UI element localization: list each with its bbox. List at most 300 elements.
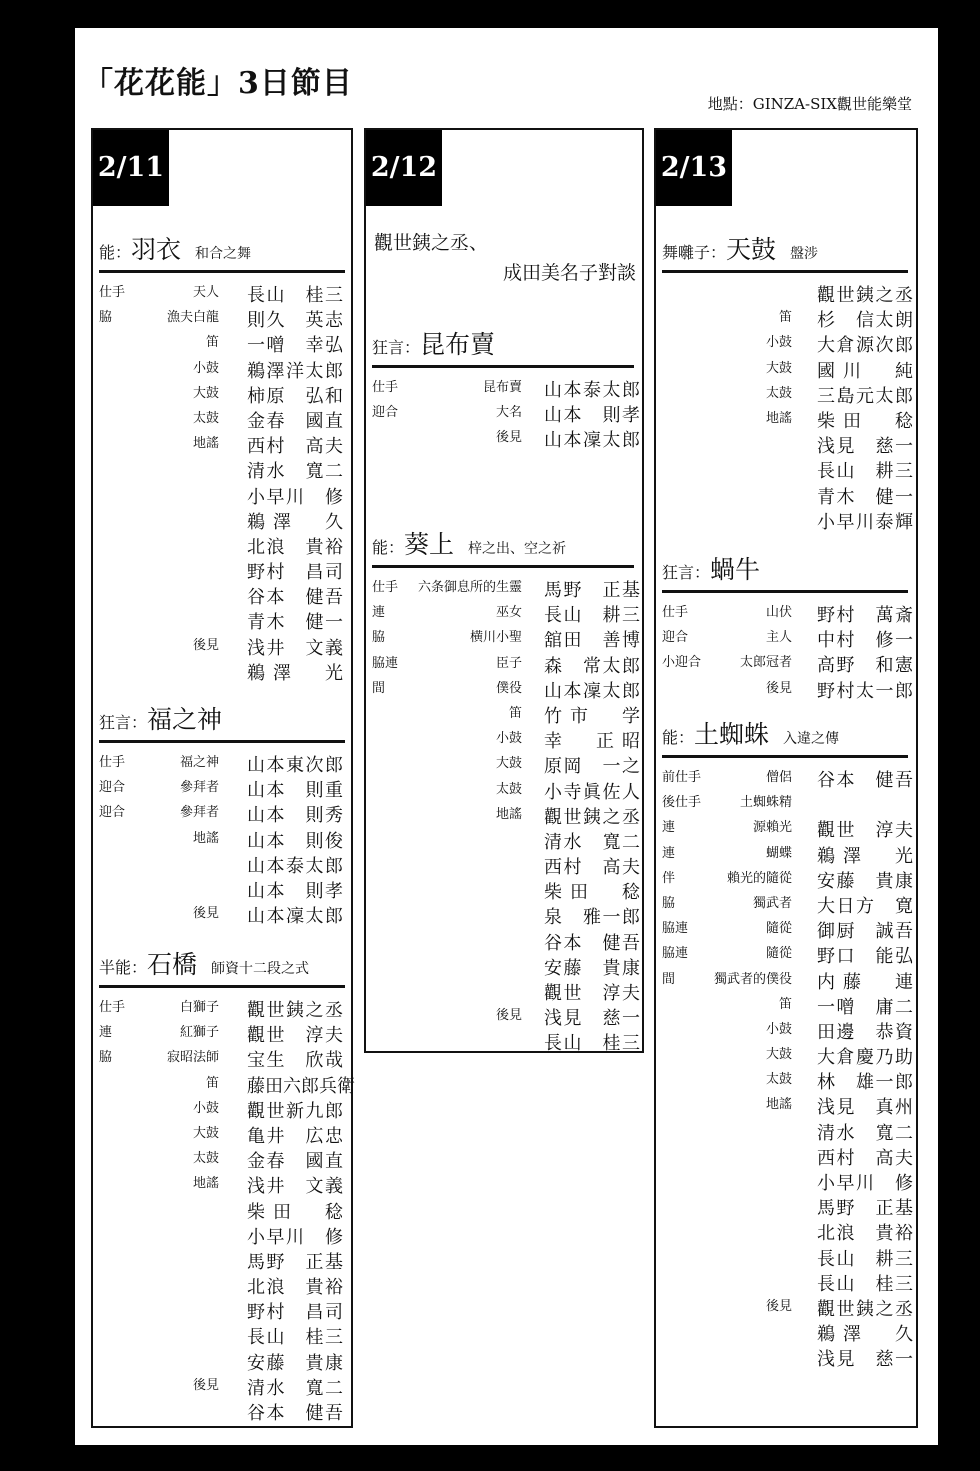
performer-name: 馬野 正基	[247, 1251, 343, 1273]
role-label: 連	[662, 820, 676, 836]
performer-name: 安藤 貴康	[544, 957, 640, 979]
performer-name: 馬野 正基	[544, 580, 640, 601]
performer-name: 北浪 貴裕	[247, 536, 343, 558]
section-title	[372, 525, 634, 568]
cast-row	[99, 902, 345, 927]
program-section	[99, 700, 345, 927]
cast-row	[662, 791, 908, 816]
cast-row	[662, 432, 913, 458]
performer-name: 谷本 健吾	[817, 770, 913, 791]
program-section	[99, 230, 345, 684]
role-label: 迎合	[99, 780, 126, 796]
character-label: 隨從	[765, 946, 792, 962]
character-label: 地謠	[765, 1097, 792, 1113]
cast-row	[372, 702, 640, 727]
performer-name: 野村 萬斎	[817, 605, 913, 626]
program-section	[662, 715, 913, 1371]
character-label: 太鼓	[765, 385, 792, 401]
character-label: 太鼓	[765, 1072, 792, 1088]
cast-row	[662, 1169, 913, 1194]
cast-row	[372, 677, 640, 702]
cast-row	[662, 1144, 913, 1169]
cast-row	[372, 954, 640, 979]
performer-name: 山本 則孝	[544, 405, 640, 427]
cast-row	[372, 576, 640, 601]
cast-row	[372, 401, 640, 427]
cast-row	[662, 766, 913, 791]
cast-row	[662, 306, 913, 332]
genre-label: 能：	[372, 538, 405, 557]
performer-name: 柴田 稔	[247, 1201, 343, 1223]
role-label: 迎合	[662, 630, 689, 646]
play-title: 昆布賣	[420, 330, 496, 359]
cast-row	[662, 917, 913, 943]
cast-row	[662, 968, 913, 993]
program-section	[662, 230, 913, 533]
cast-row	[99, 634, 345, 659]
program-section	[99, 945, 355, 1424]
play-title: 葵上	[404, 530, 455, 559]
performer-name: 小寺眞佐人	[544, 781, 640, 803]
role-label: 連	[662, 845, 676, 861]
performer-name: 内藤 連	[817, 971, 913, 993]
performer-name: 西村 高夫	[247, 436, 343, 458]
play-title: 羽衣	[131, 235, 182, 264]
day-column-3	[654, 128, 918, 1428]
role-label: 前仕手	[662, 770, 702, 785]
performer-name: 長山 耕三	[544, 605, 640, 627]
performer-name: 觀世 淳夫	[247, 1025, 343, 1047]
character-label: 太鼓	[192, 1151, 219, 1167]
role-label: 仕手	[372, 380, 399, 395]
cast-row	[99, 608, 345, 633]
performance-variant: 盤涉	[790, 246, 819, 262]
cast-row	[99, 1198, 345, 1223]
section-title	[99, 945, 345, 988]
character-label: 賴光的隨從	[726, 870, 792, 886]
genre-label: 舞囃子：	[662, 243, 727, 262]
section-title	[99, 230, 345, 273]
character-label: 小鼓	[495, 731, 522, 747]
cast-row	[99, 659, 345, 684]
role-label: 脇連	[372, 655, 399, 671]
performance-variant: 師資十二段之式	[211, 961, 310, 977]
performer-name: 清水 寬二	[247, 1377, 343, 1399]
performer-name: 清水 寬二	[247, 461, 343, 483]
genre-label: 能：	[99, 243, 132, 262]
cast-row	[99, 457, 345, 482]
cast-row	[372, 752, 640, 778]
character-label: 源賴光	[752, 820, 792, 836]
cast-row	[662, 892, 913, 917]
character-label: 大鼓	[192, 1125, 219, 1141]
character-label: 笛	[508, 705, 522, 721]
cast-row	[662, 867, 913, 892]
performer-name: 長山 耕三	[817, 461, 913, 483]
cast-row	[662, 626, 913, 652]
cast-row	[372, 853, 640, 879]
cast-row	[99, 827, 345, 852]
cast-row	[99, 1097, 345, 1122]
cast-row	[662, 1245, 913, 1270]
performer-name: 山本凜太郎	[247, 906, 343, 928]
cast-row	[662, 816, 913, 842]
cast-row	[372, 426, 640, 452]
performer-name: 鵜澤 久	[817, 1324, 913, 1346]
performer-name: 清水 寬二	[817, 1122, 913, 1144]
performer-name: 三島元太郎	[817, 385, 913, 407]
character-label: 地謠	[495, 806, 522, 822]
character-label: 大鼓	[495, 756, 522, 772]
cast-row	[99, 1248, 345, 1273]
character-label: 地謠	[192, 1176, 219, 1192]
cast-row	[99, 1323, 345, 1348]
performer-name: 北浪 貴裕	[817, 1223, 913, 1245]
role-label: 仕手	[99, 755, 126, 770]
performer-name: 杉 信太朗	[817, 310, 913, 332]
cast-row	[662, 1043, 913, 1069]
role-label: 脇	[99, 310, 113, 326]
character-label: 笛	[778, 996, 792, 1012]
character-label: 六条御息所的生靈	[417, 580, 522, 595]
cast-row	[662, 382, 913, 407]
character-label: 參拜者	[179, 780, 219, 796]
cast-row	[372, 828, 640, 853]
section-title	[662, 715, 908, 758]
character-label: 横川小聖	[469, 630, 522, 646]
performer-name: 森 常太郎	[544, 655, 640, 677]
performer-name: 舘田 善博	[544, 630, 640, 652]
role-label: 連	[372, 605, 386, 621]
cast-row	[99, 281, 345, 306]
performer-name: 山本 則俊	[247, 830, 343, 852]
performer-name: 馬野 正基	[817, 1198, 913, 1220]
character-label: 白獅子	[179, 1000, 219, 1015]
cast-row	[372, 1029, 640, 1055]
cast-row	[662, 1093, 913, 1119]
character-label: 僧侶	[765, 770, 792, 785]
cast-row	[372, 878, 640, 904]
character-label: 地謠	[765, 410, 792, 426]
cast-row	[99, 852, 345, 877]
cast-row	[99, 1046, 345, 1071]
character-label: 太郎冠者	[739, 655, 792, 671]
cast-row	[372, 1004, 640, 1030]
performer-name: 小早川泰輝	[817, 511, 913, 533]
performer-name: 山本泰太郎	[544, 380, 640, 401]
character-label: 後見	[495, 1008, 522, 1024]
performer-name: 鵜澤洋太郎	[247, 360, 343, 382]
performer-name: 御厨 誠吾	[817, 921, 913, 943]
page-title: 「花花能」3日節目	[83, 66, 353, 101]
role-label: 仕手	[662, 605, 689, 620]
cast-row	[662, 281, 913, 306]
character-label: 紅獅子	[179, 1025, 219, 1041]
cast-row	[99, 1298, 345, 1323]
performer-name: 中村 修一	[817, 630, 913, 652]
character-label: 太鼓	[192, 410, 219, 426]
role-label: 間	[662, 971, 676, 987]
role-label: 仕手	[99, 1000, 126, 1015]
cast-row	[662, 1068, 913, 1094]
day-column-2	[364, 128, 644, 1053]
character-label: 蝴蝶	[765, 845, 792, 861]
role-label: 迎合	[99, 805, 126, 821]
cast-row	[662, 1194, 913, 1220]
cast-row	[99, 1273, 345, 1298]
performer-name: 林 雄一郎	[817, 1072, 913, 1094]
performer-name: 柿原 弘和	[247, 385, 343, 407]
character-label: 僕役	[495, 680, 522, 696]
performer-name: 高野 和憲	[817, 655, 913, 677]
performer-name: 小早川 修	[817, 1173, 913, 1194]
cast-row	[99, 1223, 345, 1248]
talk-event	[374, 228, 636, 288]
performer-name: 谷本 健吾	[544, 932, 640, 954]
venue-label: 地點：GINZA-SIX觀世能樂堂	[707, 95, 912, 113]
performer-name: 宝生 欣哉	[247, 1050, 343, 1072]
genre-label: 狂言：	[662, 563, 711, 582]
role-label: 迎合	[372, 405, 399, 421]
performer-name: 西村 高夫	[817, 1147, 913, 1169]
performer-name: 小早川 修	[247, 486, 343, 508]
performer-name: 田邊 恭資	[817, 1021, 913, 1043]
role-label: 脇連	[662, 946, 689, 962]
cast-row	[99, 1172, 345, 1197]
character-label: 漁夫白龍	[166, 310, 219, 326]
role-label: 仕手	[372, 580, 399, 595]
performer-name: 鵜澤 光	[817, 845, 913, 867]
cast-row	[662, 483, 913, 508]
cast-row	[372, 979, 640, 1004]
character-label: 大鼓	[192, 385, 219, 401]
character-label: 太鼓	[495, 781, 522, 797]
performer-name: 浅見 慈一	[544, 1008, 640, 1030]
performer-name: 山本凜太郎	[544, 680, 640, 702]
cast-row	[372, 929, 640, 954]
performer-name: 青木 健一	[817, 486, 913, 508]
cast-row	[99, 558, 345, 583]
performer-name: 觀世 淳夫	[544, 983, 640, 1004]
cast-row	[99, 996, 345, 1021]
cast-row	[99, 1147, 345, 1172]
character-label: 臣子	[495, 655, 522, 671]
performer-name: 則久 英志	[247, 310, 343, 332]
cast-row	[372, 803, 640, 828]
performer-name: 觀世銕之丞	[247, 1000, 343, 1021]
cast-row	[372, 727, 640, 753]
character-label: 後見	[495, 430, 522, 446]
performer-name: 山本 則孝	[247, 880, 343, 902]
cast-row	[99, 1072, 355, 1097]
cast-row	[662, 407, 913, 432]
performer-name: 山本凜太郎	[544, 430, 640, 452]
performer-name: 西村 高夫	[544, 857, 640, 879]
cast-row	[372, 778, 640, 803]
performer-name: 長山 桂三	[247, 1327, 343, 1349]
role-label: 脇連	[662, 921, 689, 937]
character-label: 大鼓	[765, 1047, 792, 1063]
performer-name: 野口 能弘	[817, 946, 913, 968]
program-section	[662, 550, 913, 702]
play-title: 天鼓	[726, 235, 777, 264]
play-title: 土蜘蛛	[694, 720, 770, 749]
performer-name: 一噌 幸弘	[247, 335, 343, 357]
cast-row	[99, 1122, 345, 1147]
program-section	[372, 525, 640, 1055]
date-badge: 2/12	[366, 130, 442, 206]
character-label: 寂昭法師	[166, 1050, 219, 1066]
performer-name: 安藤 貴康	[817, 870, 913, 892]
character-label: 巫女	[495, 605, 522, 621]
performer-name: 浅井 文義	[247, 637, 343, 659]
performer-name: 觀世銕之丞	[817, 285, 913, 306]
character-label: 地謠	[192, 436, 219, 452]
performer-name: 小早川 修	[247, 1226, 343, 1248]
performer-name: 浅見 慈一	[817, 436, 913, 458]
play-title: 蝸牛	[710, 555, 761, 584]
performer-name: 觀世銕之丞	[544, 806, 640, 828]
cast-row	[662, 942, 913, 968]
character-label: 笛	[778, 310, 792, 326]
program-section	[372, 325, 640, 452]
cast-row	[662, 1295, 913, 1320]
cast-row	[99, 1349, 345, 1374]
genre-label: 狂言：	[372, 338, 421, 357]
cast-row	[99, 1374, 345, 1399]
cast-row	[99, 776, 345, 801]
performer-name: 山本 則秀	[247, 805, 343, 827]
character-label: 小鼓	[192, 360, 219, 376]
cast-row	[99, 1399, 345, 1424]
performer-name: 野村 昌司	[247, 1302, 343, 1324]
performer-name: 一噌 庸二	[817, 996, 913, 1018]
performer-name: 觀世新九郎	[247, 1100, 343, 1122]
performer-name: 安藤 貴康	[247, 1352, 343, 1374]
performer-name: 竹市 学	[544, 705, 640, 727]
character-label: 山伏	[765, 605, 792, 620]
character-label: 笛	[205, 335, 219, 351]
cast-row	[99, 331, 345, 356]
character-label: 後見	[765, 1298, 792, 1314]
performer-name: 大日方 寛	[817, 895, 913, 917]
date-badge: 2/11	[93, 130, 169, 206]
genre-label: 狂言：	[99, 713, 148, 732]
character-label: 獨武者	[752, 895, 792, 911]
play-title: 福之神	[147, 705, 223, 734]
performance-variant: 入違之傳	[783, 731, 840, 747]
cast-row	[662, 1219, 913, 1245]
performance-variant: 和合之舞	[195, 246, 252, 262]
cast-row	[99, 751, 345, 776]
cast-row	[662, 601, 913, 626]
talk-line: 成田美名子對談	[502, 262, 636, 284]
cast-row	[662, 1320, 913, 1346]
cast-row	[99, 306, 345, 331]
cast-row	[662, 331, 913, 357]
character-label: 土蜘蛛精	[739, 795, 792, 811]
role-label: 脇	[99, 1050, 113, 1066]
section-title	[372, 325, 634, 368]
cast-row	[662, 1119, 913, 1144]
performer-name: 北浪 貴裕	[247, 1277, 343, 1299]
cast-row	[99, 357, 345, 382]
character-label: 後見	[192, 906, 219, 922]
cast-row	[662, 1018, 913, 1043]
character-label: 主人	[765, 630, 792, 646]
genre-label: 能：	[662, 728, 695, 747]
cast-row	[99, 533, 345, 558]
date-badge: 2/13	[656, 130, 732, 206]
character-label: 小鼓	[765, 335, 792, 351]
character-label: 後見	[765, 680, 792, 696]
talk-line: 觀世銕之丞、	[374, 232, 489, 254]
character-label: 大鼓	[765, 360, 792, 376]
character-label: 後見	[192, 1377, 219, 1393]
performer-name: 國川 純	[817, 360, 913, 382]
role-label: 伴	[662, 870, 676, 886]
cast-row	[662, 357, 913, 382]
performer-name: 長山 桂三	[247, 285, 343, 306]
performer-name: 柴田 稔	[817, 410, 913, 432]
character-label: 大名	[495, 405, 522, 421]
performer-name: 原岡 一之	[544, 756, 640, 778]
performer-name: 山本泰太郎	[247, 855, 343, 877]
performer-name: 長山 桂三	[544, 1033, 640, 1055]
performer-name: 鵜澤 久	[247, 511, 343, 533]
performer-name: 金春 國直	[247, 410, 343, 432]
role-label: 脇	[372, 630, 386, 646]
cast-row	[99, 877, 345, 902]
cast-row	[372, 626, 640, 652]
cast-row	[372, 652, 640, 677]
performer-name: 柴田 稔	[544, 882, 640, 904]
performer-name: 谷本 健吾	[247, 587, 343, 609]
cast-row	[662, 993, 913, 1018]
cast-row	[99, 483, 345, 508]
cast-row	[662, 842, 913, 867]
performer-name: 谷本 健吾	[247, 1403, 343, 1424]
character-label: 笛	[205, 1075, 219, 1091]
cast-row	[99, 1021, 345, 1046]
performer-name: 藤田六郎兵衛	[247, 1075, 355, 1097]
character-label: 隨從	[765, 921, 792, 937]
performer-name: 長山 耕三	[817, 1248, 913, 1270]
performer-name: 觀世 淳夫	[817, 820, 913, 842]
role-label: 連	[99, 1025, 113, 1041]
performer-name: 大倉慶乃助	[817, 1047, 913, 1069]
cast-row	[662, 457, 913, 483]
performer-name: 泉 雅一郎	[544, 907, 640, 929]
cast-row	[372, 376, 640, 401]
genre-label: 半能：	[99, 958, 148, 977]
section-title	[662, 230, 908, 273]
character-label: 小鼓	[765, 1021, 792, 1037]
character-label: 參拜者	[179, 805, 219, 821]
section-title	[662, 550, 908, 593]
character-label: 昆布賣	[482, 380, 522, 395]
cast-row	[99, 382, 345, 407]
cast-row	[662, 1345, 913, 1371]
cast-row	[99, 801, 345, 826]
performer-name: 幸 正昭	[544, 731, 640, 753]
character-label: 後見	[192, 637, 219, 653]
role-label: 後仕手	[662, 795, 702, 811]
cast-row	[662, 651, 913, 677]
performer-name: 大倉源次郎	[817, 335, 913, 357]
performer-name: 山本 則重	[247, 780, 343, 802]
role-label: 小迎合	[662, 655, 702, 671]
